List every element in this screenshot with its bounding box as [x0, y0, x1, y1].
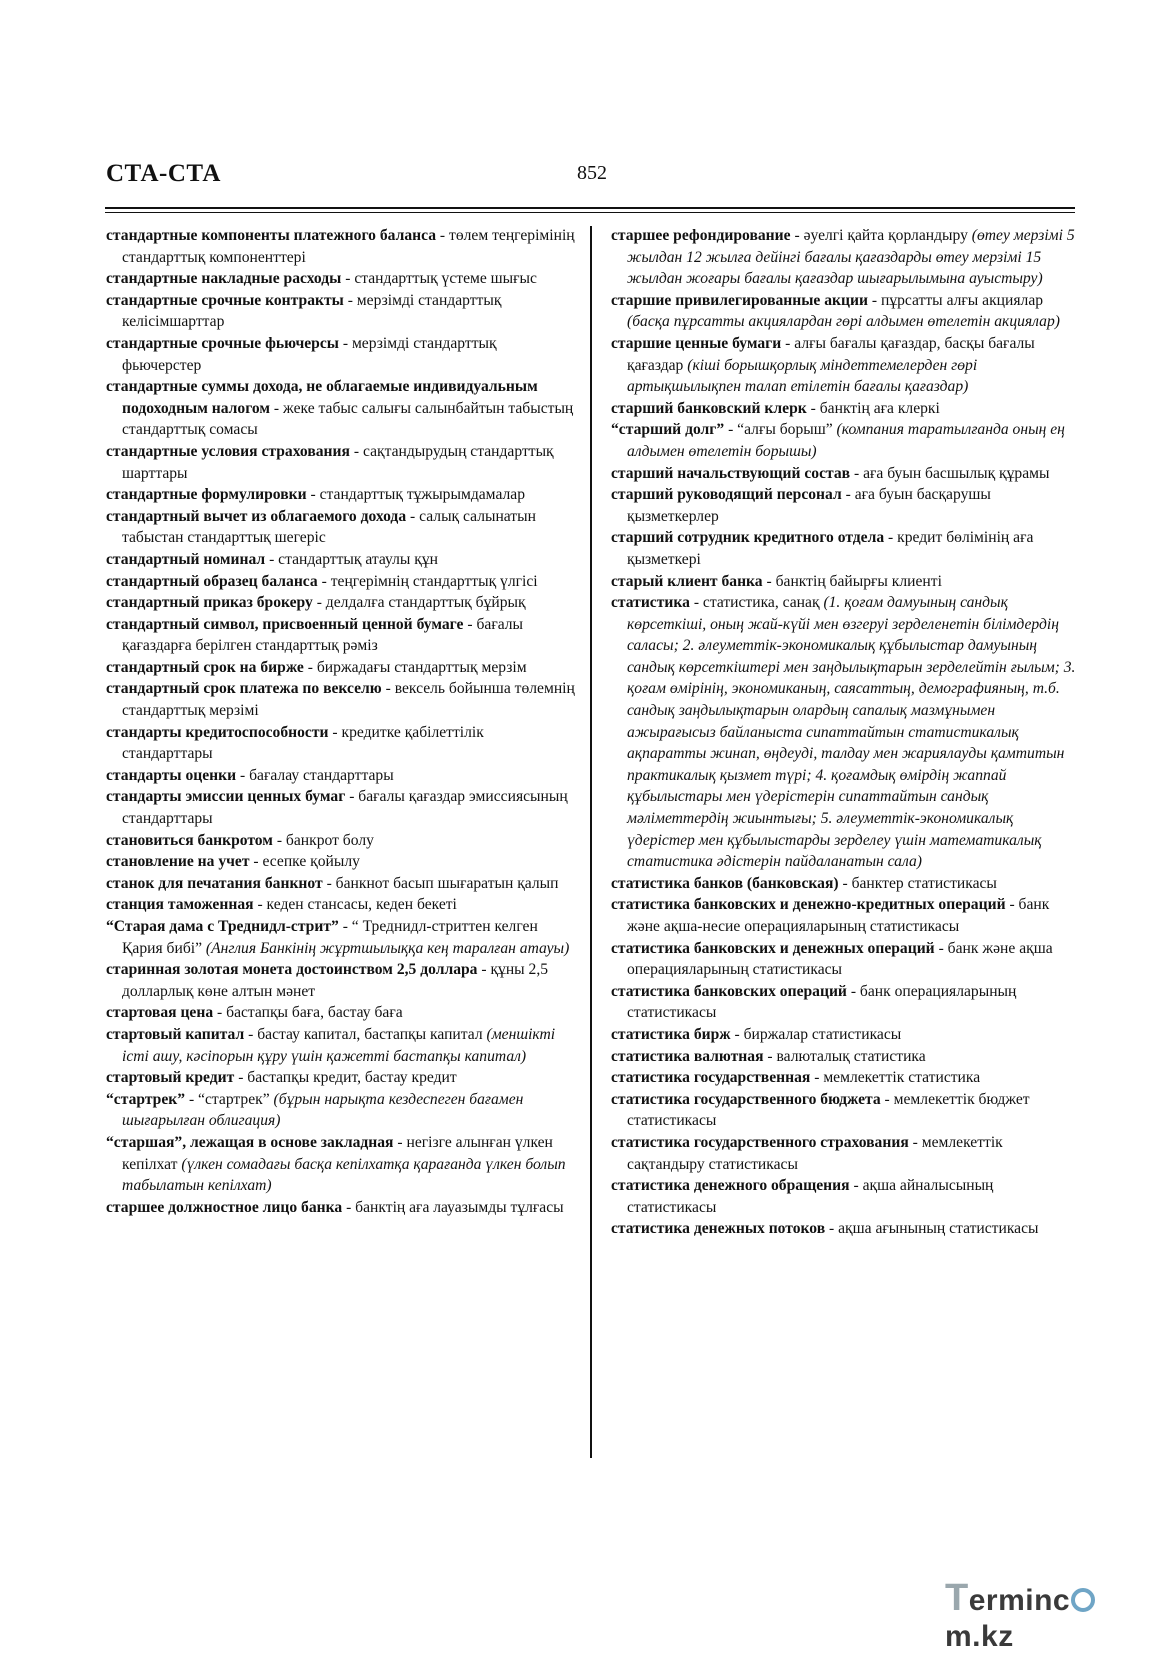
- entry-term: старшее рефондирование: [611, 227, 791, 244]
- entry-definition: - бастапқы баға, бастау баға: [213, 1004, 403, 1022]
- header-rule-thick: [105, 207, 1075, 209]
- dictionary-entry: [611, 484, 1076, 527]
- entry-term: стандартные компоненты платежного баланса: [106, 227, 437, 244]
- entry-term: стандарты оценки: [106, 766, 237, 784]
- entry-term: “стартрек”: [106, 1090, 186, 1108]
- entry-term: стандартные срочные фьючерсы: [106, 334, 339, 352]
- entry-term: статистика денежных потоков: [611, 1220, 826, 1238]
- logo-letter: T: [945, 1577, 969, 1619]
- dictionary-entry: [106, 225, 576, 268]
- dictionary-entry: [106, 268, 576, 290]
- entry-definition: - салық салынатын табыстан стандарттық шегеріс: [122, 507, 536, 547]
- entry-term: статистика государственного страхования: [611, 1133, 909, 1151]
- entry-definition: - пұрсатты алғы акциялар: [868, 291, 1044, 309]
- dictionary-entry: [611, 398, 1076, 420]
- dictionary-entry: [106, 1132, 576, 1197]
- entry-definition: - мемлекеттік статистика: [810, 1069, 981, 1087]
- dictionary-entry: [106, 549, 576, 571]
- entry-term: статистика государственная: [611, 1069, 811, 1087]
- dictionary-entry: [106, 614, 576, 657]
- entry-term: статистика банков (банковская): [611, 874, 839, 892]
- dictionary-entry: [611, 571, 1076, 593]
- dictionary-entry: [106, 786, 576, 829]
- entry-term: становление на учет: [106, 853, 250, 871]
- entry-term: станок для печатания банкнот: [106, 874, 323, 892]
- entry-term: стандартный срок платежа по векселю: [106, 680, 382, 698]
- entry-definition: - кредит бөлімінің аға қызметкері: [627, 529, 1034, 568]
- entry-definition: - делдалға стандарттық бұйрық: [312, 594, 526, 612]
- entry-definition: - есепке қойылу: [249, 853, 360, 871]
- entry-definition: - жеке табыс салығы салынбайтын табыстың стандарттық сомасы: [122, 399, 574, 439]
- dictionary-entry: [106, 873, 576, 895]
- entry-term: старинная золотая монета достоинством 2,5 доллара: [106, 961, 478, 979]
- dictionary-entry: [106, 1002, 576, 1024]
- header-rule-thin: [105, 212, 1075, 213]
- entry-definition: - банктер статистикасы: [838, 874, 997, 892]
- dictionary-entry: [611, 1089, 1076, 1132]
- entry-term: “старшая”, лежащая в основе закладная: [106, 1133, 394, 1151]
- entry-term: “Старая дама с Треднидл-стрит”: [106, 918, 339, 935]
- entry-term: стандартные накладные расходы: [106, 270, 342, 288]
- entry-definition: - ақша ағынының статистикасы: [825, 1220, 1039, 1238]
- entry-term: становиться банкротом: [106, 831, 273, 849]
- entry-term: стандартные срочные контракты: [106, 291, 344, 309]
- dictionary-entry: [611, 290, 1076, 333]
- entry-term: стандартные суммы дохода, не облагаемые индивидуальным подоходным налогом: [106, 378, 538, 417]
- dictionary-entry: [106, 571, 576, 593]
- dictionary-entry: [106, 441, 576, 484]
- dictionary-entry: [611, 333, 1076, 398]
- dictionary-entry: [611, 894, 1076, 937]
- entry-note: (басқа пұрсатты акциялардан гөрі алдымен өтелетін акциялар): [627, 313, 1060, 331]
- entry-definition: - вексель бойынша төлемнің стандарттық мерзімі: [122, 680, 575, 720]
- entry-definition: - “стартрек”: [185, 1090, 274, 1108]
- dictionary-entry: [611, 1046, 1076, 1068]
- entry-term: стартовый кредит: [106, 1069, 235, 1087]
- dictionary-entry: [106, 830, 576, 852]
- logo-circle-icon: [1071, 1588, 1095, 1612]
- entry-definition: - мемлекеттік бюджет статистикасы: [627, 1090, 1030, 1130]
- entry-term: стандартный приказ брокеру: [106, 594, 313, 612]
- entry-term: старший руководящий персонал: [611, 486, 842, 504]
- dictionary-entry: [611, 981, 1076, 1024]
- entry-definition: - банк және ақша операцияларының статистикасы: [627, 939, 1053, 979]
- dictionary-entry: [106, 376, 576, 441]
- dictionary-entry: [106, 959, 576, 1002]
- entry-term: стандартные условия страхования: [106, 442, 350, 460]
- dictionary-entry: [611, 527, 1076, 570]
- entry-term: старший сотрудник кредитного отдела: [611, 529, 885, 547]
- entry-note: (кіші борышқорлық міндеттемелерден гөрі артықшылықпен талап етілетін бағалы қағаздар): [627, 356, 978, 396]
- entry-term: статистика банковских операций: [611, 982, 847, 1000]
- dictionary-entry: [106, 851, 576, 873]
- entry-term: стандартные формулировки: [106, 486, 307, 504]
- entry-definition: - “ Треднидл-стриттен келген Қария бибі”: [122, 918, 538, 957]
- entry-term: старший начальствующий состав: [611, 464, 851, 482]
- entry-term: статистика валютная: [611, 1047, 764, 1065]
- dictionary-entry: [611, 1132, 1076, 1175]
- entry-note: (Англия Банкінің жұртшылыққа кең таралған атауы): [205, 939, 570, 957]
- entry-definition: - кредитке қабілеттілік стандарттары: [122, 723, 484, 763]
- entry-note: (өтеу мерзімі 5 жылдан 12 жылға дейінгі бағалы қағаздарды өтеу мерзімі 15 жылдан жоғары бағалы қағаздар шығарылымына ауыстыру): [627, 227, 1075, 288]
- dictionary-entry: [611, 1024, 1076, 1046]
- dictionary-entry: [106, 1197, 576, 1219]
- entry-term: стандарты кредитоспособности: [106, 723, 329, 741]
- entry-definition: - негізге алынған үлкен кепілхат: [122, 1133, 553, 1173]
- entry-definition: - мемлекеттік сақтандыру статистикасы: [627, 1133, 1003, 1173]
- dictionary-entry: [106, 592, 576, 614]
- entry-definition: - аға буын басшылық құрамы: [850, 464, 1050, 482]
- entry-term: статистика бирж: [611, 1025, 731, 1043]
- entry-note: (бұрын нарықта кездеспеген бағамен шығарылған облигация): [122, 1090, 524, 1130]
- entry-definition: - бағалы қағаздарға берілген стандарттық рәміз: [122, 615, 524, 655]
- right-column: [611, 225, 1076, 1240]
- entry-definition: - сақтандырудың стандарттық шарттары: [122, 442, 554, 482]
- entry-term: статистика государственного бюджета: [611, 1090, 881, 1108]
- dictionary-entry: [106, 506, 576, 549]
- entry-term: старшее должностное лицо банка: [106, 1198, 343, 1216]
- logo-text-2: m.kz: [945, 1620, 1014, 1653]
- logo-text-1: erminc: [968, 1584, 1071, 1617]
- entry-definition: - статистика, санақ: [689, 594, 824, 612]
- entry-definition: - төлем теңгерімінің стандарттық компоненттері: [122, 227, 575, 266]
- terminkom-logo: [945, 1577, 1158, 1654]
- entry-term: статистика банковских и денежных операций: [611, 939, 935, 957]
- dictionary-entry: [106, 765, 576, 787]
- entry-definition: - мерзімді стандарттық келісімшарттар: [122, 291, 502, 331]
- dictionary-entry: [106, 1024, 576, 1067]
- dictionary-entry: [106, 894, 576, 916]
- left-column: [106, 225, 576, 1218]
- entry-definition: - банктің аға лауазымды тұлғасы: [342, 1198, 564, 1216]
- entry-term: статистика денежного обращения: [611, 1177, 850, 1195]
- entry-note: (компания таратылғанда оның ең алдымен өтелетін борышы): [627, 421, 1065, 460]
- entry-definition: - банкнот басып шығаратын қалып: [322, 874, 559, 892]
- dictionary-entry: [106, 333, 576, 376]
- entry-definition: - биржадағы стандарттық мерзім: [303, 658, 527, 676]
- entry-definition: - әуелгі қайта қорландыру: [790, 227, 972, 244]
- dictionary-entry: [611, 1067, 1076, 1089]
- entry-term: “старший долг”: [611, 421, 725, 439]
- entry-definition: - бастапқы кредит, бастау кредит: [234, 1069, 457, 1087]
- entry-definition: - банк және ақша-несие операцияларының статистикасы: [627, 896, 1050, 935]
- dictionary-entry: [611, 225, 1076, 290]
- dictionary-entry: [611, 1175, 1076, 1218]
- entry-term: стартовая цена: [106, 1004, 214, 1022]
- entry-term: статистика: [611, 594, 690, 612]
- entry-term: стандартный символ, присвоенный ценной бумаге: [106, 615, 464, 633]
- entry-term: старый клиент банка: [611, 572, 763, 590]
- entry-definition: - аға буын басқарушы қызметкерлер: [627, 486, 991, 525]
- entry-note: (үлкен сомадағы басқа кепілхатқа қарағанда үлкен болып табылатын кепілхат): [122, 1155, 566, 1195]
- dictionary-entry: [611, 938, 1076, 981]
- entry-definition: - валюталық статистика: [763, 1047, 926, 1065]
- entry-definition: - банкрот болу: [272, 831, 374, 849]
- dictionary-entry: [106, 722, 576, 765]
- entry-definition: - биржалар статистикасы: [730, 1025, 902, 1043]
- entry-definition: - бағалы қағаздар эмиссиясының стандарттары: [122, 788, 568, 828]
- entry-definition: - ақша айналысының статистикасы: [627, 1177, 994, 1216]
- dictionary-entry: [106, 1089, 576, 1132]
- dictionary-entry: [611, 873, 1076, 895]
- dictionary-entry: [611, 463, 1076, 485]
- dictionary-entry: [106, 1067, 576, 1089]
- entry-term: стартовый капитал: [106, 1025, 245, 1043]
- entry-definition: - стандарттық тұжырымдамалар: [306, 486, 525, 504]
- entry-term: станция таможенная: [106, 896, 254, 914]
- entry-definition: - стандарттық атаулы құн: [265, 550, 439, 568]
- entry-definition: - бастау капитал, бастапқы капитал: [244, 1025, 487, 1043]
- entry-definition: - банктің байырғы клиенті: [762, 572, 942, 590]
- entry-term: старший банковский клерк: [611, 399, 807, 417]
- entry-definition: - банктің аға клеркі: [806, 399, 940, 417]
- entry-definition: - бағалау стандарттары: [236, 766, 394, 784]
- dictionary-entry: [106, 290, 576, 333]
- entry-definition: - кеден стансасы, кеден бекеті: [253, 896, 457, 914]
- dictionary-entry: [611, 419, 1076, 462]
- entry-definition: - құны 2,5 долларлық көне алтын мәнет: [122, 961, 549, 1000]
- entry-definition: - алғы бағалы қағаздар, басқы бағалы қағаздар: [627, 334, 1035, 374]
- entry-term: стандартный образец баланса: [106, 572, 318, 590]
- column-divider: [590, 226, 592, 1458]
- entry-term: стандартный вычет из облагаемого дохода: [106, 507, 407, 525]
- dictionary-entry: [106, 678, 576, 721]
- entry-definition: - “алғы борыш”: [724, 421, 837, 439]
- dictionary-entry: [106, 484, 576, 506]
- entry-term: стандартный срок на бирже: [106, 658, 304, 676]
- entry-definition: - стандарттық үстеме шығыс: [341, 270, 537, 288]
- dictionary-entry: [106, 916, 576, 959]
- entry-term: старшие привилегированные акции: [611, 291, 868, 309]
- entry-note: (1. қоғам дамуының сандық көрсеткіші, оның жай-күйі мен өзгеруі зерделенетін білімдердің саласы; 2. әлеуметтік-экономикалық құбылыстар дамуының сандық көрсеткіштері мен заңдылықтарын зерделейтін ғылым; 3. қоғам өмірінің, экономиканың, саясаттың, демографияның, т.б. сандық заңдылықтарын олардың сапалық мазмұнымен ажырағысыз байланыста сипаттайтын статистикалық ақпаратты жинап, өңдеуді, талдау мен жариялауды қамтитын практикалық қызмет түрі; 4. қоғамдық өмірдің жаппай құбылыстары мен үдерістерін сипаттайтын сандық мәліметтердің жиынтығы; 5. әлеуметтік-экономикалық үдерістер мен құбылыстарды зерделеу үшін математикалық статистика әдістерін пайдаланатын сала): [627, 594, 1076, 871]
- dictionary-entry: [106, 657, 576, 679]
- dictionary-entry: [611, 592, 1076, 873]
- entry-definition: - банк операцияларының статистикасы: [627, 982, 1017, 1022]
- entry-term: стандарты эмиссии ценных бумаг: [106, 788, 346, 806]
- running-head: СТА-СТА: [106, 160, 221, 187]
- entry-term: старшие ценные бумаги: [611, 334, 782, 352]
- entry-definition: - теңгерімнің стандарттық үлгісі: [317, 572, 538, 590]
- entry-note: (меншікті істі ашу, кәсіпорын құру үшін қажетті бастапқы капитал): [122, 1025, 556, 1065]
- dictionary-entry: [611, 1218, 1076, 1240]
- entry-term: статистика банковских и денежно-кредитных операций: [611, 896, 1006, 914]
- entry-term: стандартный номинал: [106, 550, 266, 568]
- page-number: 852: [577, 162, 607, 184]
- entry-definition: - мерзімді стандарттық фьючерстер: [122, 334, 497, 374]
